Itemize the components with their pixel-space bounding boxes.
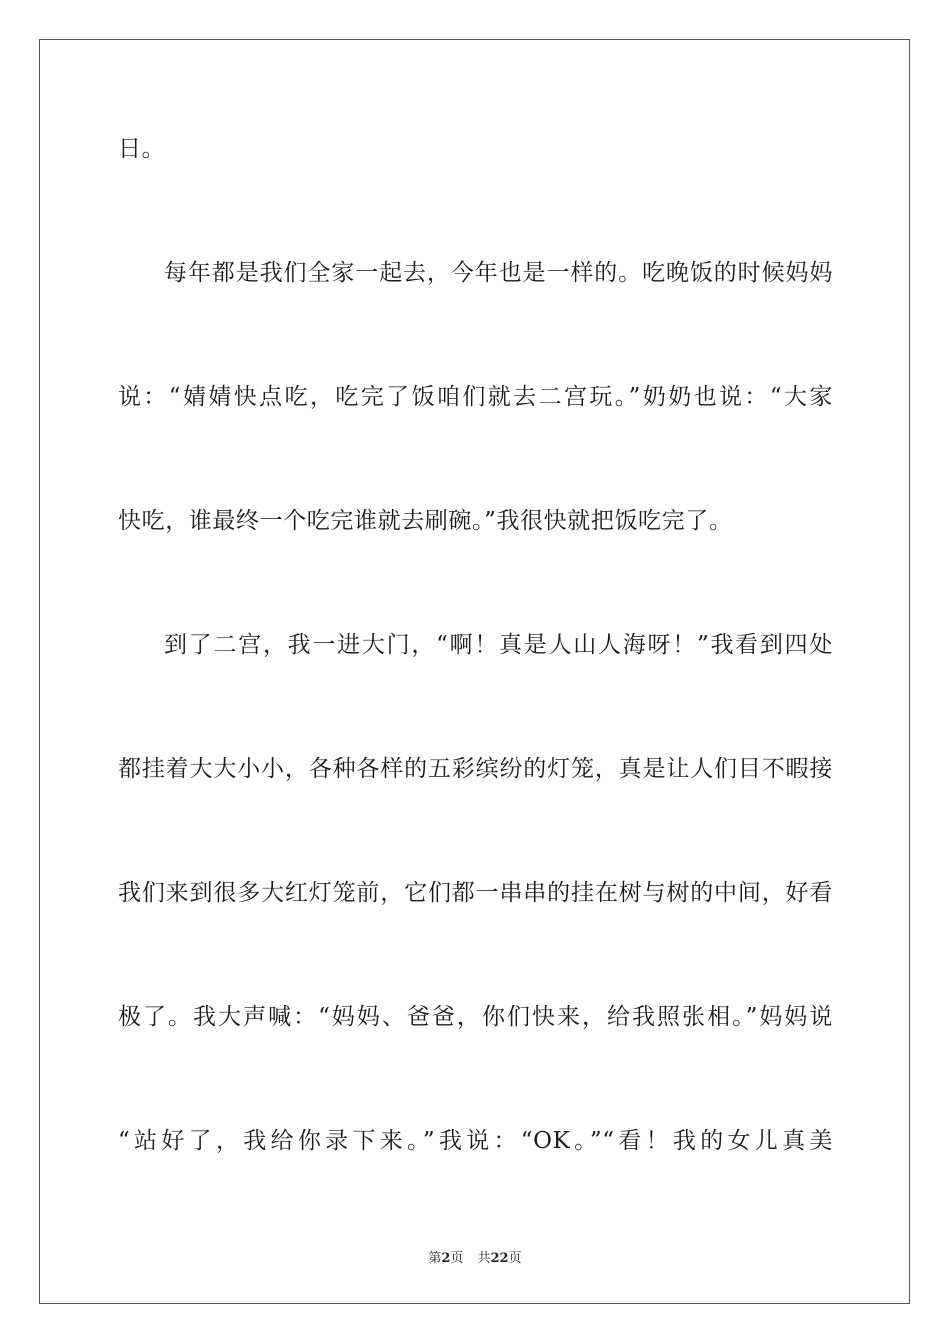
footer-prefix: 第 bbox=[428, 1251, 442, 1266]
total-pages: 22 bbox=[490, 1251, 509, 1266]
footer-total-suffix: 页 bbox=[508, 1251, 522, 1266]
footer-page-suffix: 页 bbox=[450, 1251, 464, 1266]
text-line: 极了。我大声喊：“妈妈、爸爸，你们快来，给我照张相。”妈妈说 bbox=[118, 1004, 833, 1030]
page-border bbox=[39, 39, 910, 1304]
text-line: 都挂着大大小小，各种各样的五彩缤纷的灯笼，真是让人们目不暇接 bbox=[118, 756, 833, 782]
page-number: 2 bbox=[441, 1251, 451, 1266]
page-footer bbox=[0, 1247, 950, 1266]
text-line: 日。 bbox=[118, 136, 166, 162]
paragraph-first-line: 每年都是我们全家一起去，今年也是一样的。吃晚饭的时候妈妈 bbox=[164, 260, 833, 286]
text-line: 我们来到很多大红灯笼前，它们都一串串的挂在树与树的中间，好看 bbox=[118, 880, 833, 906]
paragraph-first-line: 到了二宫，我一进大门，“啊！真是人山人海呀！”我看到四处 bbox=[164, 632, 833, 658]
text-line: 说：“婧婧快点吃，吃完了饭咱们就去二宫玩。”奶奶也说：“大家 bbox=[118, 384, 833, 410]
text-line: 快吃，谁最终一个吃完谁就去刷碗。”我很快就把饭吃完了。 bbox=[118, 508, 733, 534]
footer-total-prefix: 共 bbox=[477, 1251, 491, 1266]
text-line: “站好了，我给你录下来。”我说：“OK。”“看！我的女儿真美 bbox=[118, 1128, 833, 1154]
